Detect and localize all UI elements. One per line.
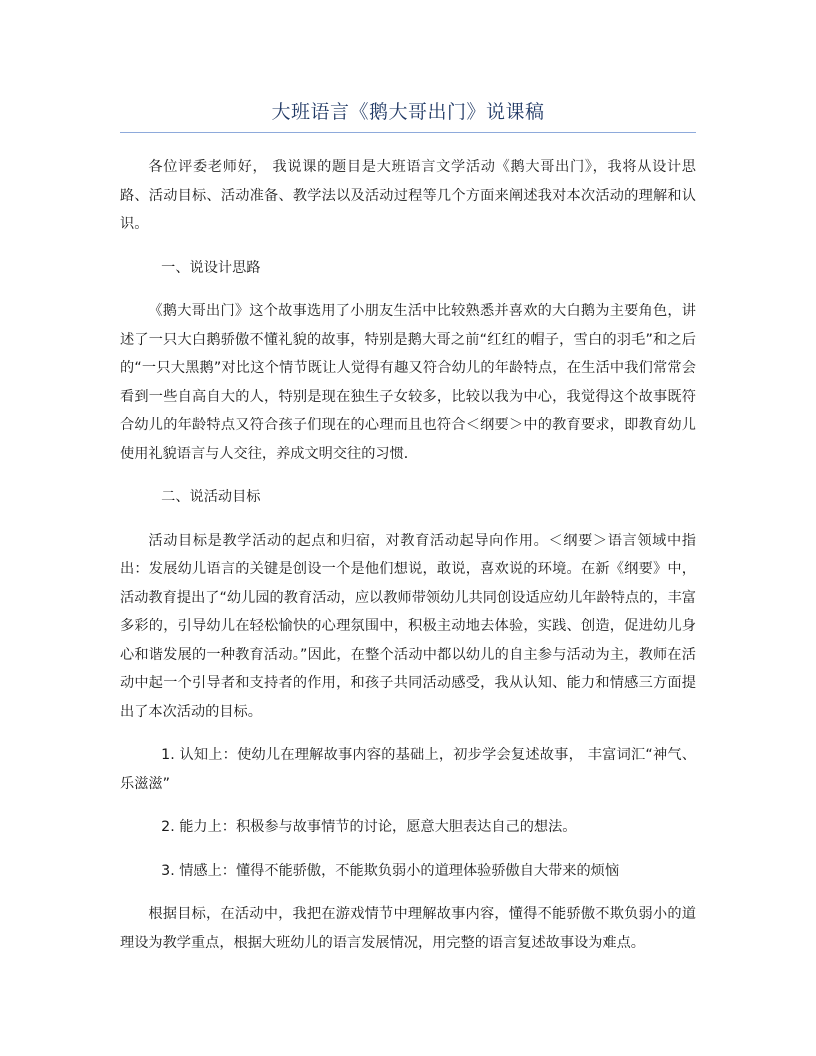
section-heading-design: 一、说设计思路 (161, 259, 261, 276)
closing-paragraph: 根据目标，在活动中，我把在游戏情节中理解故事内容，懂得不能骄傲不欺负弱小的道理设为教学重点，根据大班幼儿的语言发展情况，用完整的语言复述故事设为难点。 (120, 906, 696, 951)
title-underline (120, 132, 696, 133)
document-title: 大班语言《鹅大哥出门》说课稿 (271, 101, 545, 123)
goal-item-cognitive: 1. 认知上：使幼儿在理解故事内容的基础上，初步学会复述故事， 丰富词汇“神气、乐滋滋” (120, 747, 696, 792)
intro-paragraph: 各位评委老师好， 我说课的题目是大班语言文学活动《鹅大哥出门》，我将从设计思路、活动目标、活动准备、教学法以及活动过程等几个方面来阐述我对本次活动的理解和认识。 (120, 159, 696, 232)
section-heading-goals: 二、说活动目标 (161, 489, 261, 505)
goal-item-emotion: 3. 情感上：懂得不能骄傲，不能欺负弱小的道理体验骄傲自大带来的烦恼 (161, 862, 620, 879)
design-paragraph: 《鹅大哥出门》这个故事选用了小朋友生活中比较熟悉并喜欢的大白鹅为主要角色，讲述了一只大白鹅骄傲不懂礼貌的故事，特别是鹅大哥之前“红红的帽子，雪白的羽毛”和之后的“一只大黑鹅”对比这个情节既让人觉得有趣又符合幼儿的年龄特点，在生活中我们常常会看到一些自高自大的人，特别是现在独生子女较多，比较以我为中心，我觉得这个故事既符合幼儿的年龄特点又符合孩子们现在的心理而且也符合＜纲要＞中的教育要求，即教育幼儿使用礼貌语言与人交往，养成文明交往的习惯． (120, 303, 696, 462)
goal-item-ability: 2. 能力上：积极参与故事情节的讨论，愿意大胆表达自己的想法。 (161, 819, 577, 835)
goals-paragraph: 活动目标是教学活动的起点和归宿，对教育活动起导向作用。＜纲要＞语言领域中指出：发展幼儿语言的关键是创设一个是他们想说，敢说，喜欢说的环境。在新《纲要》中，活动教育提出了“幼儿园的教育活动，应以教师带领幼儿共同创设适应幼儿年龄特点的，丰富多彩的，引导幼儿在轻松愉快的心理氛围中，积极主动地去体验，实践、创造，促进幼儿身心和谐发展的一种教育活动。”因此，在整个活动中都以幼儿的自主参与活动为主，教师在活动中起一个引导者和支持者的作用，和孩子共同活动感受，我从认知、能力和情感三方面提出了本次活动的目标。 (120, 532, 696, 720)
document-body (120, 153, 696, 972)
